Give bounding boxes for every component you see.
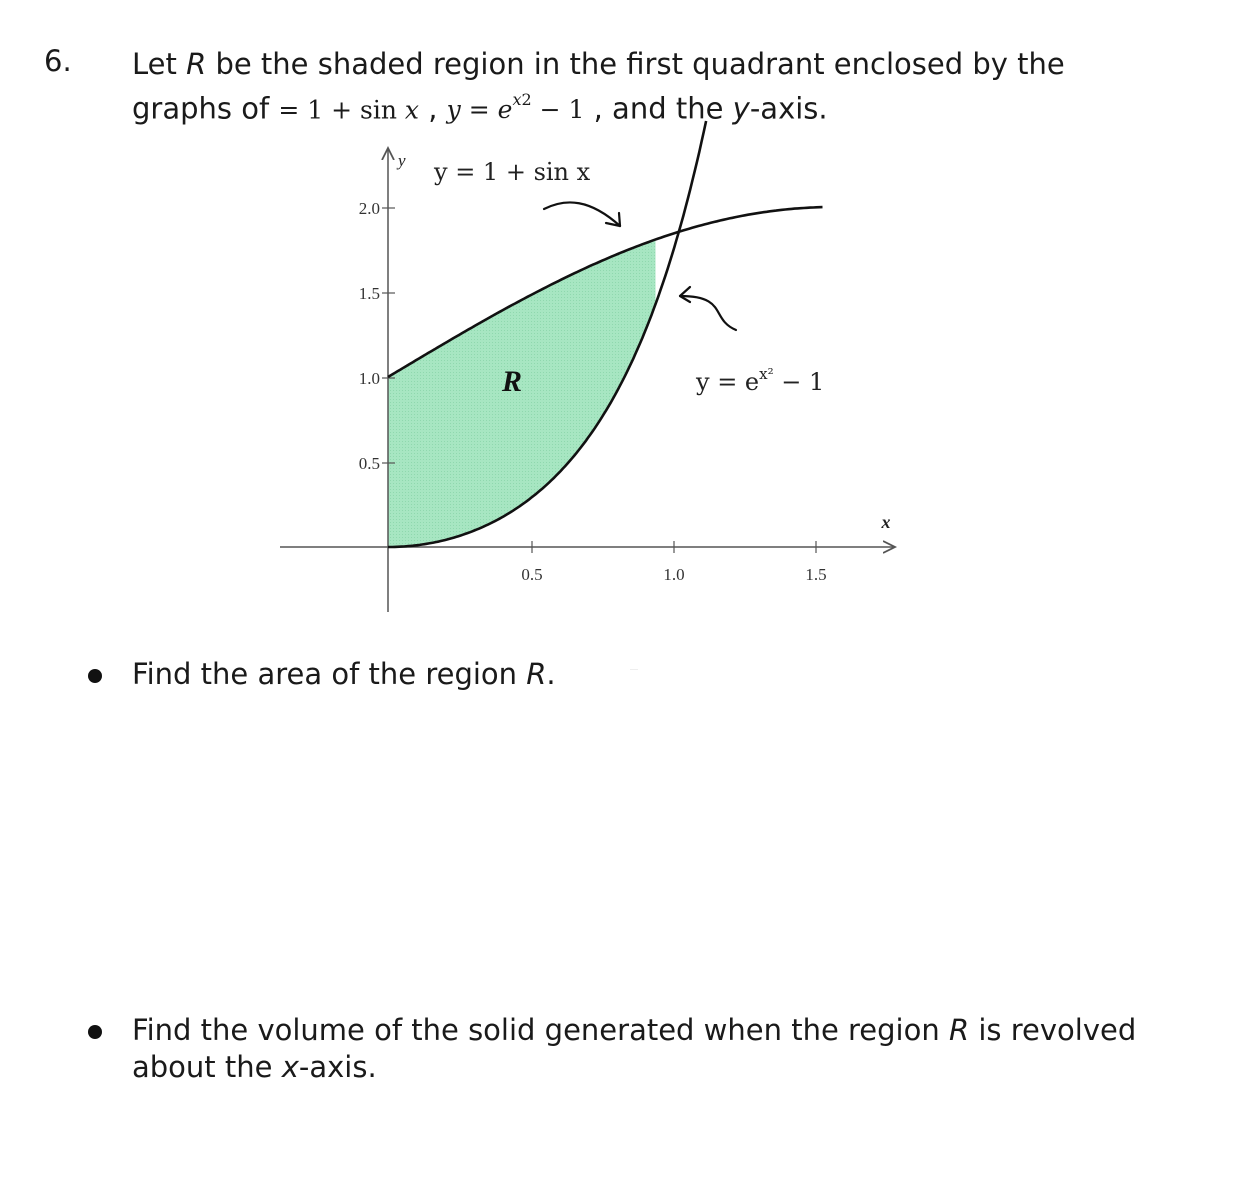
question-number: 6. [44, 44, 72, 78]
region-r-label: R [501, 365, 523, 398]
x-axis-label: x [881, 512, 891, 532]
y-tick-label: 0.5 [358, 454, 380, 473]
y-tick-label: 1.0 [358, 369, 380, 388]
prompt-volume: Find the volume of the solid generated when the region R is revolved about the x-axis. [132, 1013, 1137, 1084]
stem-line-2: graphs of = 1 + sin x , $y = e^{x2} - 1$ , and the y-axis. [132, 90, 828, 126]
x-tick-label: 1.0 [663, 565, 685, 584]
y-tick-label: 2.0 [358, 199, 380, 218]
curve1-label: y = 1 + sin x [434, 158, 591, 186]
bullet-marker [88, 1025, 102, 1039]
curve2-label: $y = e^{x^2} - 1$ [696, 365, 825, 396]
arrow-curve1-pointer-icon [544, 202, 620, 226]
x-tick-label: 1.5 [805, 565, 827, 584]
stem-line-1: Let R be the shaded region in the first quadrant enclosed by the [132, 47, 1065, 81]
x-tick-label: 0.5 [521, 565, 543, 584]
prompt-area: Find the area of the region R. [132, 657, 556, 691]
faint-mark [630, 669, 638, 670]
equation-sin: = 1 + sin x [278, 95, 420, 125]
y-tick-label: 1.5 [358, 284, 380, 303]
y-axis-label: y [398, 151, 406, 170]
equation-exp: $y = e^{x2} - 1$ [446, 90, 585, 125]
bullet-marker [88, 669, 102, 683]
arrow-curve2-pointer-icon [680, 287, 736, 330]
